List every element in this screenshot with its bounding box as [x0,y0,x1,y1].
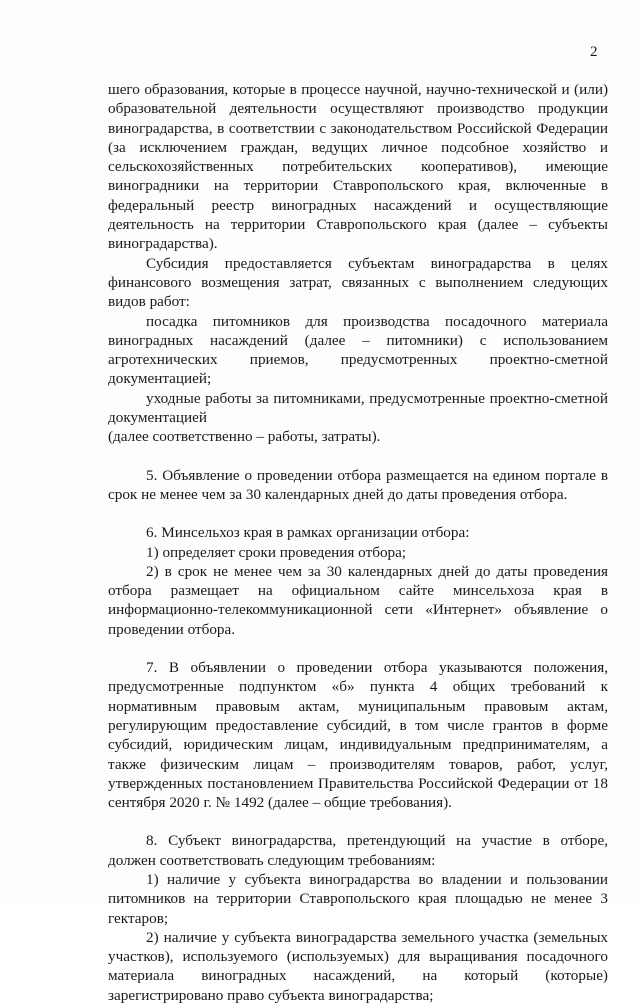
paragraph-definitions: (далее соответственно – работы, затраты). [108,428,381,446]
paragraph-nursery-care: уходные работы за питомниками, предусмотренные проектно-сметной документацией [108,389,608,427]
paragraph-item-8: 8. Субъект виноградарства, претендующий на участие в отборе, должен соответствовать следующим требованиям: [108,832,608,869]
paragraph-item-6-1: 1) определяет сроки проведения отбора; [146,543,407,561]
paragraph-item-6: 6. Минсельхоз края в рамках организации отбора: [146,524,470,542]
paragraph-item-8-2: 2) наличие у субъекта виноградарства земельного участка (земельных участков), используемого (используемых) для выращивания посадочного материала виноградных насаждений, на который (которые) зарегистрировано право субъекта виноградарства; [108,928,608,1004]
paragraph-item-6-2: 2) в срок не менее чем за 30 календарных дней до даты проведения отбора размещает на официальном сайте минсельхоза края в информационно-телекоммуникационной сети «Интернет» объявление о проведении отбора. [108,562,608,638]
page-number: 2 [590,44,598,60]
paragraph-continuation: шего образования, которые в процессе научной, научно-технической и (или) образовательной деятельности осуществляют производство продукции виноградарства, в соответствии с законодательством Российской Федерации (за исключением граждан, ведущих личное подсобное хозяйство и сельскохозяйственных потребительских кооперативов), имеющие виноградники на территории Ставропольского края, включенные в федеральный реестр виноградных насаждений и осуществляющие деятельность на территории Ставропольского края (далее – субъекты виноградарства). [108,81,608,253]
paragraph-subsidy: Субсидия предоставляется субъектам виноградарства в целях финансового возмещения затрат, связанных с выполнением следующих видов работ: [108,254,608,311]
paragraph-item-5: 5. Объявление о проведении отбора размещается на едином портале в срок не менее чем за 30 календарных дней до даты проведения отбора. [108,466,608,503]
document-body [108,80,608,1005]
paragraph-gap [108,639,608,658]
paragraph-item-8-1: 1) наличие у субъекта виноградарства во владении и пользовании питомников на территории Ставропольского края площадью не менее 3 гектаров; [108,870,608,927]
paragraph-item-7: 7. В объявлении о проведении отбора указываются положения, предусмотренные подпунктом «б» пункта 4 общих требований к нормативным правовым актам, муниципальным правовым актам, регулирующим предоставление субсидий, в том числе грантов в форме субсидий, юридическим лицам, индивидуальным предпринимателям, а также физическим лицам – производителям товаров, работ, услуг, утвержденных постановлением Правительства Российской Федерации от 18 сентября 2020 г. № 1492 (далее – общие требования). [108,659,608,812]
paragraph-gap [108,504,608,523]
paragraph-gap [108,812,608,831]
paragraph-gap [108,447,608,466]
paragraph-nursery-planting: посадка питомников для производства посадочного материала виноградных насаждений (далее – питомники) с использованием агротехнических приемов, предусмотренных проектно-сметной документацией; [108,312,608,388]
